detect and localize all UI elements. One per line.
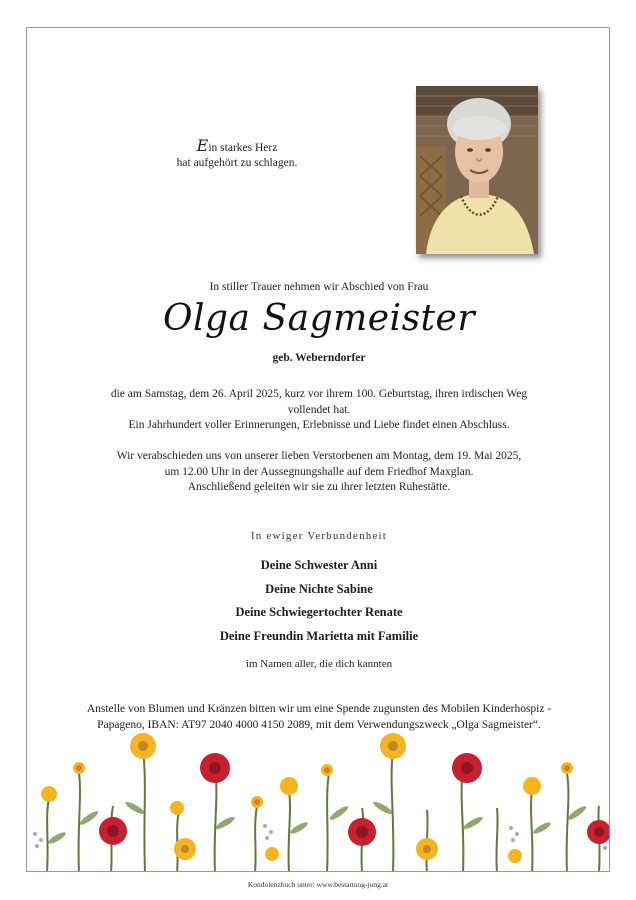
portrait-illustration bbox=[416, 86, 538, 254]
mourner-name: Deine Freundin Marietta mit Familie bbox=[219, 628, 419, 643]
paragraph-line: um 12.00 Uhr in der Aussegnungshalle auf dem Friedhof Maxglan. bbox=[164, 465, 474, 478]
funeral-info-paragraph bbox=[27, 449, 610, 496]
mourner-name: Deine Schwiegertochter Renate bbox=[235, 605, 403, 619]
flower-border bbox=[27, 728, 610, 872]
mourners-list bbox=[27, 554, 610, 648]
motto bbox=[167, 138, 307, 171]
deceased-name: Olga Sagmeister bbox=[162, 298, 476, 339]
paragraph-line: Wir verabschieden uns von unserer lieben Verstorbenen am Montag, dem 19. Mai 2025, bbox=[116, 450, 522, 462]
mourner-name: Deine Schwester Anni bbox=[260, 558, 378, 572]
paragraph-line: vollendet hat. bbox=[287, 403, 351, 416]
condolence-book-link[interactable]: Kondolenzbuch unter: www.bestattung-jung.at bbox=[247, 880, 389, 889]
death-notice-paragraph bbox=[27, 387, 610, 434]
intro-text: In stiller Trauer nehmen wir Abschied von Frau bbox=[209, 281, 429, 293]
paragraph-line: Anschließend geleiten wir sie zu ihrer letzten Ruhestätte. bbox=[187, 481, 451, 493]
mourner-name: Deine Nichte Sabine bbox=[265, 581, 373, 596]
on-behalf-text: im Namen aller, die dich kannten bbox=[245, 658, 393, 670]
portrait-photo bbox=[416, 86, 538, 254]
motto-line-2: hat aufgehört zu schlagen. bbox=[176, 157, 298, 169]
mourning-heading: In ewiger Verbundenheit bbox=[250, 530, 388, 542]
birth-name: geb. Weberndorfer bbox=[272, 352, 366, 364]
donation-line: Papageno, IBAN: AT97 2040 4000 4150 2089, mit dem Verwendungszweck „Olga Sagmeister“. bbox=[97, 718, 541, 731]
motto-line-1 bbox=[167, 138, 307, 156]
donation-line: Anstelle von Blumen und Kränzen bitten wir um eine Spende zugunsten des Mobilen Kinderhospiz - bbox=[86, 703, 552, 715]
paragraph-line: die am Samstag, dem 26. April 2025, kurz vor ihrem 100. Geburtstag, ihren irdischen Weg bbox=[110, 388, 528, 400]
obituary-card bbox=[26, 27, 610, 872]
paragraph-line: Ein Jahrhundert voller Erinnerungen, Erlebnisse und Liebe findet einen Abschluss. bbox=[128, 419, 510, 431]
motto-initial: E bbox=[196, 136, 209, 155]
motto-line-1-text: in starkes Herz bbox=[208, 142, 278, 154]
